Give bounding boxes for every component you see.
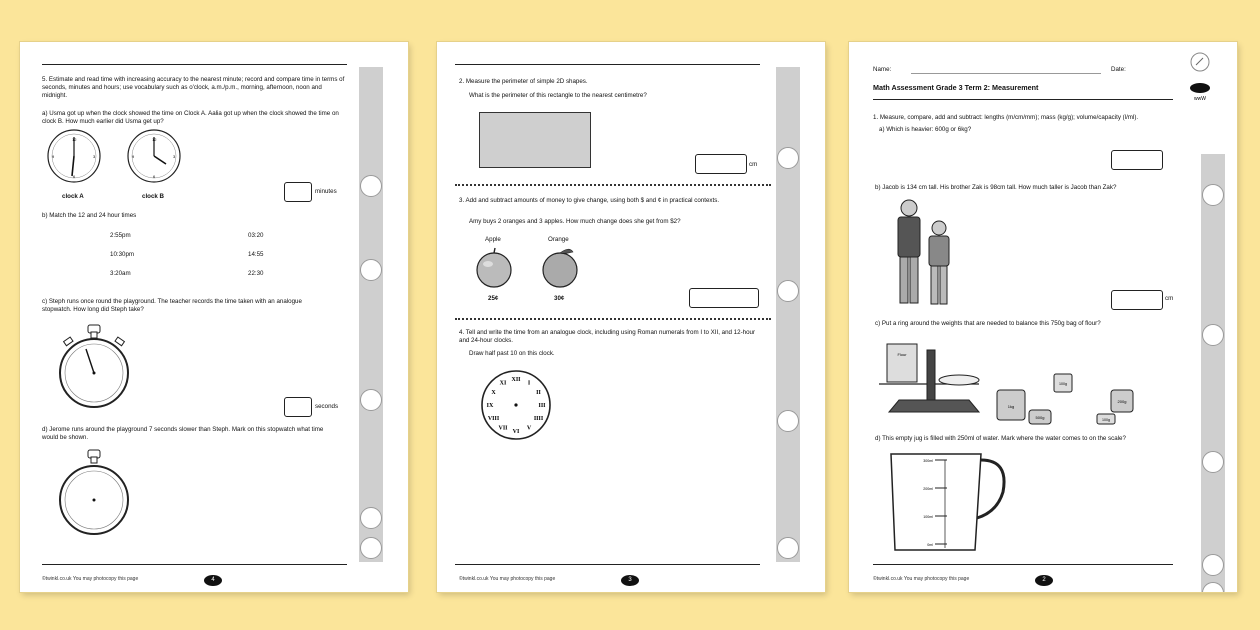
question-1-text: 1. Measure, compare, add and subtract: lengths (m/cm/mm); mass (kg/g); volume/capacity (l/ml).: [873, 114, 1139, 121]
answer-box-minutes[interactable]: [284, 182, 312, 202]
worksheet-page-3: [437, 42, 825, 592]
weight-200g: 200g: [1117, 399, 1127, 404]
top-rule: [42, 64, 347, 65]
title-rule: [873, 99, 1173, 100]
question-5-text: 5. Estimate and read time with increasing accuracy to the nearest minute; record and compare time in terms of seconds, minutes and hours; use vocabulary such as o'clock, a.m./p.m., morning, afternoon, noon and midnight.: [42, 76, 345, 99]
apple-icon: [475, 248, 515, 290]
mark-circle-total[interactable]: [1202, 582, 1224, 592]
question-1a-text: a) Which is heavier: 600g or 6kg?: [879, 126, 972, 133]
clock-a: [46, 132, 106, 182]
bottom-rule: [42, 564, 347, 565]
question-5c-text: c) Steph runs once round the playground. The teacher records the time taken with an analogue stopwatch. How long did Steph take?: [42, 298, 302, 313]
weight-1kg: 1kg: [1007, 404, 1015, 409]
page-footer: ©twinkl.co.uk You may photocopy this page: [42, 576, 139, 582]
question-2a-text: What is the perimeter of this rectangle to the nearest centimetre?: [469, 92, 647, 99]
svg-text:3: 3: [173, 154, 176, 159]
match-left-3[interactable]: 3:20am: [110, 270, 131, 277]
worksheet-title: Math Assessment Grade 3 Term 2: Measurement: [873, 83, 1039, 92]
roman-numeral-1: I: [527, 380, 531, 387]
mark-circle-b[interactable]: [1202, 324, 1224, 346]
match-left-1[interactable]: 2:55pm: [110, 232, 131, 239]
divider-1: [455, 184, 771, 186]
bottom-rule: [873, 564, 1173, 565]
mark-circle-total[interactable]: [360, 537, 382, 559]
cm-label: cm: [1165, 295, 1174, 302]
match-right-1[interactable]: 03:20: [248, 232, 264, 239]
measuring-jug[interactable]: [885, 452, 1015, 552]
svg-text:12: 12: [72, 137, 77, 142]
roman-numeral-12: XII: [511, 377, 521, 383]
match-right-2[interactable]: 14:55: [248, 251, 264, 258]
apple-price: 25¢: [488, 295, 499, 302]
question-1c-text: c) Put a ring around the weights that are needed to balance this 750g bag of flour?: [875, 320, 1101, 327]
roman-numeral-3: III: [538, 403, 546, 409]
roman-numeral-11: XI: [499, 380, 507, 387]
answer-box-heavier[interactable]: [1111, 150, 1163, 170]
roman-numeral-7: VII: [498, 425, 508, 432]
match-right-3[interactable]: 22:30: [248, 270, 264, 277]
weight-100g-a: 100g: [1059, 382, 1067, 386]
mark-circle-a[interactable]: [1202, 184, 1224, 206]
question-5d-text: d) Jerome runs around the playground 7 seconds slower than Steph. Mark on this stopwatch what time would be shown.: [42, 426, 324, 441]
orange-icon: [541, 246, 581, 290]
worksheet-page-4: [20, 42, 408, 592]
scales-and-weights: [879, 334, 1179, 424]
roman-numeral-2: II: [536, 390, 541, 396]
mark-circle-c[interactable]: [1202, 451, 1224, 473]
question-3-text: 3. Add and subtract amounts of money to give change, using both $ and ¢ in practical contexts.: [459, 197, 720, 204]
svg-text:wwW: wwW: [1194, 96, 1206, 102]
jug-scale-200: 200ml: [923, 487, 933, 491]
mark-circle-d[interactable]: [1202, 554, 1224, 576]
question-5a-text: a) Usma got up when the clock showed the time on Clock A. Aalia got up when the clock showed the time on clock B. How much earlier did Usma get up?: [42, 110, 339, 125]
perimeter-rectangle: [479, 112, 591, 168]
clock-b-label: clock B: [142, 193, 165, 200]
mark-circle-total[interactable]: [777, 537, 799, 559]
mark-circle-q3[interactable]: [777, 280, 799, 302]
svg-text:12: 12: [152, 137, 157, 142]
mark-circle-c[interactable]: [360, 389, 382, 411]
roman-numeral-4: IIII: [533, 416, 544, 422]
worksheet-page-2: [849, 42, 1237, 592]
question-2-text: 2. Measure the perimeter of simple 2D shapes.: [459, 78, 588, 85]
mark-column: [359, 67, 383, 562]
minutes-label: minutes: [315, 188, 337, 195]
mark-circle-a[interactable]: [360, 175, 382, 197]
roman-numeral-9: IX: [486, 403, 494, 409]
svg-text:6: 6: [73, 174, 76, 179]
question-1d-text: d) This empty jug is filled with 250ml of water. Mark where the water comes to on the scale?: [875, 435, 1126, 442]
divider-2: [455, 318, 771, 320]
svg-text:6: 6: [153, 174, 156, 179]
answer-box-change[interactable]: [689, 288, 759, 308]
answer-box-perimeter[interactable]: [695, 154, 747, 174]
question-4-text: 4. Tell and write the time from an analogue clock, including using Roman numerals from I to XII, and 12-hour and 24-hour clocks.: [459, 329, 756, 344]
match-left-2[interactable]: 10:30pm: [110, 251, 135, 258]
name-label: Name:: [873, 66, 892, 73]
page-footer: ©twinkl.co.uk You may photocopy this page: [873, 576, 970, 582]
svg-text:3: 3: [93, 154, 96, 159]
mark-circle-q4[interactable]: [777, 410, 799, 432]
boys-icon: [889, 198, 959, 308]
jug-scale-0: 0ml: [927, 543, 933, 547]
mark-circle-d[interactable]: [360, 507, 382, 529]
apple-label: Apple: [485, 236, 501, 243]
answer-box-seconds[interactable]: [284, 397, 312, 417]
top-rule: [455, 64, 760, 65]
question-3a-text: Amy buys 2 oranges and 3 apples. How much change does she get from $2?: [469, 218, 681, 225]
roman-numeral-6: VI: [512, 429, 520, 435]
question-5b-text: b) Match the 12 and 24 hour times: [42, 212, 137, 219]
seconds-label: seconds: [315, 403, 339, 410]
mark-circle-q2[interactable]: [777, 147, 799, 169]
twinkl-logo-icon: [1187, 52, 1217, 102]
page-number: 4: [204, 575, 222, 586]
weight-100g-b: 100g: [1102, 418, 1110, 422]
mark-circle-b[interactable]: [360, 259, 382, 281]
roman-numeral-5: V: [526, 425, 532, 432]
stopwatch-d-icon[interactable]: [56, 450, 136, 545]
svg-text:9: 9: [52, 154, 55, 159]
answer-box-taller[interactable]: [1111, 290, 1163, 310]
roman-clock[interactable]: [479, 368, 553, 442]
mark-column: [776, 67, 800, 562]
orange-label: Orange: [548, 236, 569, 243]
question-1b-text: b) Jacob is 134 cm tall. His brother Zak is 98cm tall. How much taller is Jacob than Zak?: [875, 184, 1117, 191]
question-4a-text: Draw half past 10 on this clock.: [469, 350, 555, 357]
orange-price: 30¢: [554, 295, 565, 302]
roman-numeral-10: X: [491, 390, 496, 396]
jug-scale-100: 100ml: [923, 515, 933, 519]
page-footer: ©twinkl.co.uk You may photocopy this page: [459, 576, 556, 582]
clock-a-label: clock A: [62, 193, 84, 200]
bottom-rule: [455, 564, 760, 565]
page-number: 3: [621, 575, 639, 586]
clock-b: [126, 132, 186, 182]
date-label: Date:: [1111, 66, 1126, 73]
weight-500g: 500g: [1035, 415, 1045, 420]
roman-numeral-8: VIII: [487, 416, 500, 422]
name-line[interactable]: [911, 73, 1101, 74]
cm-label: cm: [749, 161, 758, 168]
flour-label: Flour: [897, 352, 907, 357]
stopwatch-c-icon: [56, 325, 136, 410]
svg-text:9: 9: [132, 154, 135, 159]
mark-column: [1201, 154, 1225, 592]
jug-scale-300: 300ml: [923, 459, 933, 463]
page-number: 2: [1035, 575, 1053, 586]
